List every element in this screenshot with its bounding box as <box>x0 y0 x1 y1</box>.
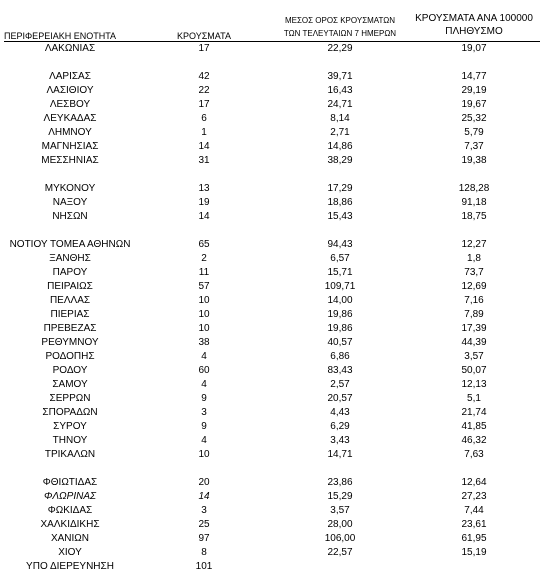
avg7-cell: 28,00 <box>327 519 353 530</box>
per100k-cell: 7,37 <box>464 141 484 152</box>
avg7-cell: 39,71 <box>327 71 353 82</box>
table-row <box>0 476 544 490</box>
table-row <box>0 42 544 56</box>
cases-cell: 57 <box>198 281 210 292</box>
region-cell: ΧΑΝΙΩΝ <box>50 533 90 544</box>
table-row <box>0 504 544 518</box>
region-cell: ΥΠΟ ΔΙΕΡΕΥΝΗΣΗ <box>26 561 114 572</box>
region-cell: ΠΕΙΡΑΙΩΣ <box>47 281 93 292</box>
region-cell: ΤΗΝΟΥ <box>52 435 88 446</box>
per100k-cell: 61,95 <box>461 533 487 544</box>
cases-cell: 8 <box>201 547 207 558</box>
region-cell: ΛΑΣΙΘΙΟΥ <box>46 85 94 96</box>
per100k-cell: 29,19 <box>461 85 487 96</box>
region-cell: ΞΑΝΘΗΣ <box>49 253 91 264</box>
cases-cell: 14 <box>198 141 210 152</box>
table-row <box>0 350 544 364</box>
region-cell: ΡΟΔΟΥ <box>52 365 88 376</box>
cases-cell: 14 <box>198 491 210 502</box>
table-row <box>0 126 544 140</box>
cases-cell: 17 <box>198 43 210 54</box>
avg7-cell: 22,57 <box>327 547 353 558</box>
region-cell: ΤΡΙΚΑΛΩΝ <box>44 449 96 460</box>
cases-cell: 65 <box>198 239 210 250</box>
avg7-cell: 6,57 <box>330 253 350 264</box>
region-cell: ΣΑΜΟΥ <box>52 379 88 390</box>
group-spacer <box>0 462 544 476</box>
per100k-cell: 41,85 <box>461 421 487 432</box>
avg7-cell: 2,57 <box>330 379 350 390</box>
table-row <box>0 210 544 224</box>
per100k-cell: 12,69 <box>461 281 487 292</box>
region-cell: ΝΗΣΩΝ <box>52 211 88 222</box>
region-cell: ΛΗΜΝΟΥ <box>48 127 92 138</box>
cases-cell: 60 <box>198 365 210 376</box>
table-row <box>0 308 544 322</box>
per100k-cell: 12,64 <box>461 477 487 488</box>
table-row <box>0 112 544 126</box>
cases-cell: 38 <box>198 337 210 348</box>
table-body <box>0 42 544 574</box>
table-row <box>0 84 544 98</box>
cases-cell: 4 <box>201 379 207 390</box>
per100k-cell: 15,19 <box>461 547 487 558</box>
avg7-cell: 83,43 <box>327 365 353 376</box>
header-avg7-line2: ΤΩΝ ΤΕΛΕΥΤΑΙΩΝ 7 ΗΜΕΡΩΝ <box>283 29 397 38</box>
region-cell: ΜΕΣΣΗΝΙΑΣ <box>41 155 99 166</box>
region-cell: ΦΛΩΡΙΝΑΣ <box>44 491 96 502</box>
table-row <box>0 546 544 560</box>
cases-cell: 25 <box>198 519 210 530</box>
avg7-cell: 2,71 <box>330 127 350 138</box>
header-per100k <box>405 12 543 38</box>
per100k-cell: 73,7 <box>464 267 484 278</box>
avg7-cell: 14,86 <box>327 141 353 152</box>
table-row <box>0 182 544 196</box>
region-cell: ΧΑΛΚΙΔΙΚΗΣ <box>40 519 100 530</box>
region-cell: ΛΕΥΚΑΔΑΣ <box>43 113 97 124</box>
table-row <box>0 196 544 210</box>
cases-cell: 97 <box>198 533 210 544</box>
region-cell: ΦΩΚΙΔΑΣ <box>47 505 93 516</box>
avg7-cell: 109,71 <box>324 281 356 292</box>
table-row <box>0 490 544 504</box>
region-cell: ΠΙΕΡΙΑΣ <box>50 309 90 320</box>
avg7-cell: 22,29 <box>327 43 353 54</box>
region-cell: ΠΕΛΛΑΣ <box>49 295 91 306</box>
group-spacer <box>0 224 544 238</box>
header-avg7-line1: ΜΕΣΟΣ ΟΡΟΣ ΚΡΟΥΣΜΑΤΩΝ <box>284 16 396 25</box>
per100k-cell: 19,38 <box>461 155 487 166</box>
cases-cell: 11 <box>198 267 210 278</box>
table-row <box>0 336 544 350</box>
cases-cell: 14 <box>198 211 210 222</box>
per100k-cell: 19,67 <box>461 99 487 110</box>
cases-cell: 9 <box>201 421 207 432</box>
table-row <box>0 364 544 378</box>
cases-cell: 6 <box>201 113 207 124</box>
cases-cell: 1 <box>201 127 207 138</box>
table-row <box>0 378 544 392</box>
avg7-cell: 19,86 <box>327 309 353 320</box>
table-row <box>0 98 544 112</box>
group-spacer <box>0 168 544 182</box>
header-per100k-line1: ΚΡΟΥΣΜΑΤΑ ΑΝΑ 100000 <box>415 13 533 24</box>
region-cell: ΛΑΡΙΣΑΣ <box>49 71 91 82</box>
avg7-cell: 94,43 <box>327 239 353 250</box>
avg7-cell: 40,57 <box>327 337 353 348</box>
per100k-cell: 14,77 <box>461 71 487 82</box>
cases-cell: 3 <box>201 505 207 516</box>
table-row <box>0 448 544 462</box>
cases-cell: 20 <box>198 477 210 488</box>
region-cell: ΜΑΓΝΗΣΙΑΣ <box>41 141 99 152</box>
avg7-cell: 15,29 <box>327 491 353 502</box>
table-row <box>0 266 544 280</box>
avg7-cell: 16,43 <box>327 85 353 96</box>
per100k-cell: 46,32 <box>461 435 487 446</box>
avg7-cell: 24,71 <box>327 99 353 110</box>
avg7-cell: 20,57 <box>327 393 353 404</box>
per100k-cell: 12,13 <box>461 379 487 390</box>
per100k-cell: 12,27 <box>461 239 487 250</box>
avg7-cell: 8,14 <box>330 113 350 124</box>
per100k-cell: 7,16 <box>464 295 484 306</box>
table-row <box>0 434 544 448</box>
region-cell: ΝΟΤΙΟΥ ΤΟΜΕΑ ΑΘΗΝΩΝ <box>9 239 131 250</box>
header-avg7 <box>272 14 408 40</box>
avg7-cell: 23,86 <box>327 477 353 488</box>
avg7-cell: 18,86 <box>327 197 353 208</box>
avg7-cell: 14,00 <box>327 295 353 306</box>
cases-cell: 9 <box>201 393 207 404</box>
per100k-cell: 44,39 <box>461 337 487 348</box>
region-cell: ΠΑΡΟΥ <box>52 267 88 278</box>
table-row <box>0 238 544 252</box>
avg7-cell: 6,86 <box>330 351 350 362</box>
per100k-cell: 50,07 <box>461 365 487 376</box>
avg7-cell: 106,00 <box>324 533 356 544</box>
table-row <box>0 518 544 532</box>
table-row <box>0 294 544 308</box>
cases-cell: 10 <box>198 323 210 334</box>
table-row <box>0 322 544 336</box>
per100k-cell: 5,79 <box>464 127 484 138</box>
cases-cell: 22 <box>198 85 210 96</box>
cases-cell: 10 <box>198 295 210 306</box>
region-cell: ΣΥΡΟΥ <box>53 421 87 432</box>
table-row <box>0 406 544 420</box>
avg7-cell: 17,29 <box>327 183 353 194</box>
per100k-cell: 5,1 <box>467 393 481 404</box>
cases-cell: 13 <box>198 183 210 194</box>
group-spacer <box>0 56 544 70</box>
table-row <box>0 70 544 84</box>
region-cell: ΛΑΚΩΝΙΑΣ <box>44 43 96 54</box>
avg7-cell: 3,43 <box>330 435 350 446</box>
avg7-cell: 15,43 <box>327 211 353 222</box>
avg7-cell: 4,43 <box>330 407 350 418</box>
cases-cell: 31 <box>198 155 210 166</box>
per100k-cell: 23,61 <box>461 519 487 530</box>
table-row <box>0 140 544 154</box>
region-cell: ΡΟΔΟΠΗΣ <box>45 351 95 362</box>
region-cell: ΣΠΟΡΑΔΩΝ <box>42 407 98 418</box>
avg7-cell: 6,29 <box>330 421 350 432</box>
per100k-cell: 7,89 <box>464 309 484 320</box>
header-region: ΠΕΡΙΦΕΡΕΙΑΚΗ ΕΝΟΤΗΤΑ <box>4 31 117 41</box>
region-cell: ΠΡΕΒΕΖΑΣ <box>43 323 97 334</box>
per100k-cell: 19,07 <box>461 43 487 54</box>
cases-cell: 3 <box>201 407 207 418</box>
cases-cell: 2 <box>201 253 207 264</box>
region-cell: ΡΕΘΥΜΝΟΥ <box>41 337 99 348</box>
per100k-cell: 21,74 <box>461 407 487 418</box>
per100k-cell: 91,18 <box>461 197 487 208</box>
per100k-cell: 3,57 <box>464 351 484 362</box>
region-cell: ΦΘΙΩΤΙΔΑΣ <box>42 477 98 488</box>
table-row <box>0 280 544 294</box>
region-cell: ΜΥΚΟΝΟΥ <box>44 183 96 194</box>
per100k-cell: 1,8 <box>467 253 481 264</box>
cases-cell: 42 <box>198 71 210 82</box>
cases-cell: 10 <box>198 449 210 460</box>
avg7-cell: 14,71 <box>327 449 353 460</box>
cases-cell: 101 <box>195 561 213 572</box>
per100k-cell: 128,28 <box>458 183 490 194</box>
table-row <box>0 392 544 406</box>
cases-cell: 4 <box>201 435 207 446</box>
region-cell: ΧΙΟΥ <box>58 547 82 558</box>
per100k-cell: 7,44 <box>464 505 484 516</box>
per100k-cell: 27,23 <box>461 491 487 502</box>
cases-cell: 17 <box>198 99 210 110</box>
per100k-cell: 18,75 <box>461 211 487 222</box>
header-per100k-line2: ΠΛΗΘΥΣΜΟ <box>445 26 503 37</box>
avg7-cell: 3,57 <box>330 505 350 516</box>
header-cases: ΚΡΟΥΣΜΑΤΑ <box>177 31 231 41</box>
per100k-cell: 17,39 <box>461 323 487 334</box>
table-row <box>0 560 544 574</box>
table-row <box>0 252 544 266</box>
region-cell: ΣΕΡΡΩΝ <box>49 393 91 404</box>
cases-cell: 19 <box>198 197 210 208</box>
cases-cell: 10 <box>198 309 210 320</box>
table-row <box>0 154 544 168</box>
avg7-cell: 19,86 <box>327 323 353 334</box>
avg7-cell: 38,29 <box>327 155 353 166</box>
table-row <box>0 532 544 546</box>
per100k-cell: 25,32 <box>461 113 487 124</box>
cases-cell: 4 <box>201 351 207 362</box>
region-cell: ΛΕΣΒΟΥ <box>49 99 91 110</box>
region-cell: ΝΑΞΟΥ <box>52 197 88 208</box>
avg7-cell: 15,71 <box>327 267 353 278</box>
per100k-cell: 7,63 <box>464 449 484 460</box>
table-row <box>0 420 544 434</box>
